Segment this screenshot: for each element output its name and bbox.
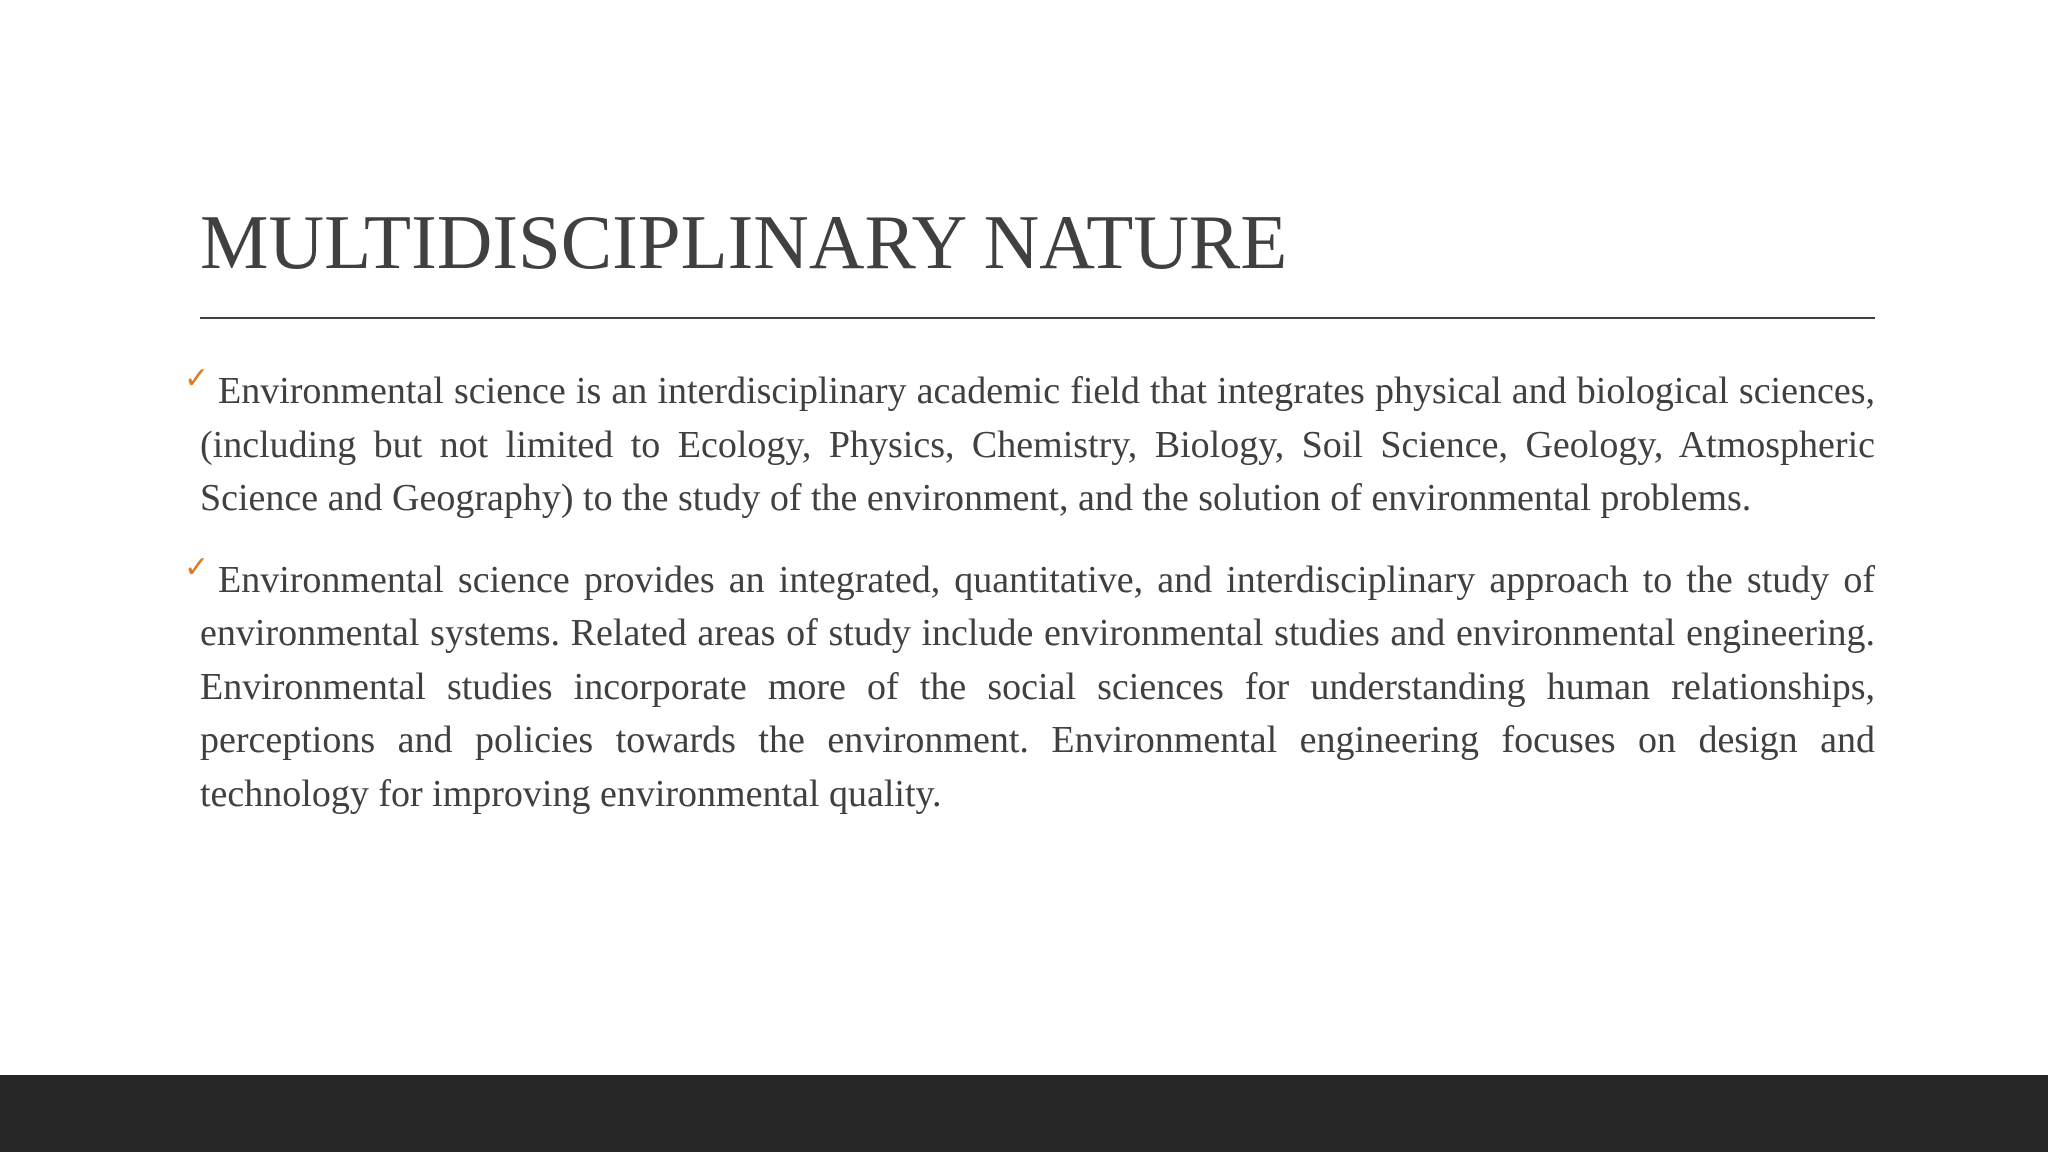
bullet-text: Environmental science is an interdisciplinary academic field that integrates physical and biological sciences, (including but not limited to Ecology, Physics, Chemistry, Biology, Soil Science, Geology, Atmospheric Science and Geography) to the study of the environment, and the solution of environmental problems. [200, 370, 1875, 519]
checkmark-icon: ✓ [184, 549, 210, 585]
checkmark-icon: ✓ [184, 361, 210, 396]
bullet-text: Environmental science provides an integrated, quantitative, and interdisciplinary approach to the study of environmental systems. Related areas of study include environmental studies and environmental engineering. Environmental studies incorporate more of the social sciences for understanding human relationships, perceptions and policies towards the environment. Environmental engineering focuses on design and technology for improving environmental quality. [200, 558, 1875, 815]
bullet-item [184, 361, 1875, 526]
footer-bar [0, 1075, 2048, 1152]
title-divider [200, 317, 1875, 319]
slide-title: MULTIDISCIPLINARY NATURE [200, 199, 1288, 285]
slide-content [184, 361, 1875, 849]
bullet-item [184, 549, 1875, 822]
